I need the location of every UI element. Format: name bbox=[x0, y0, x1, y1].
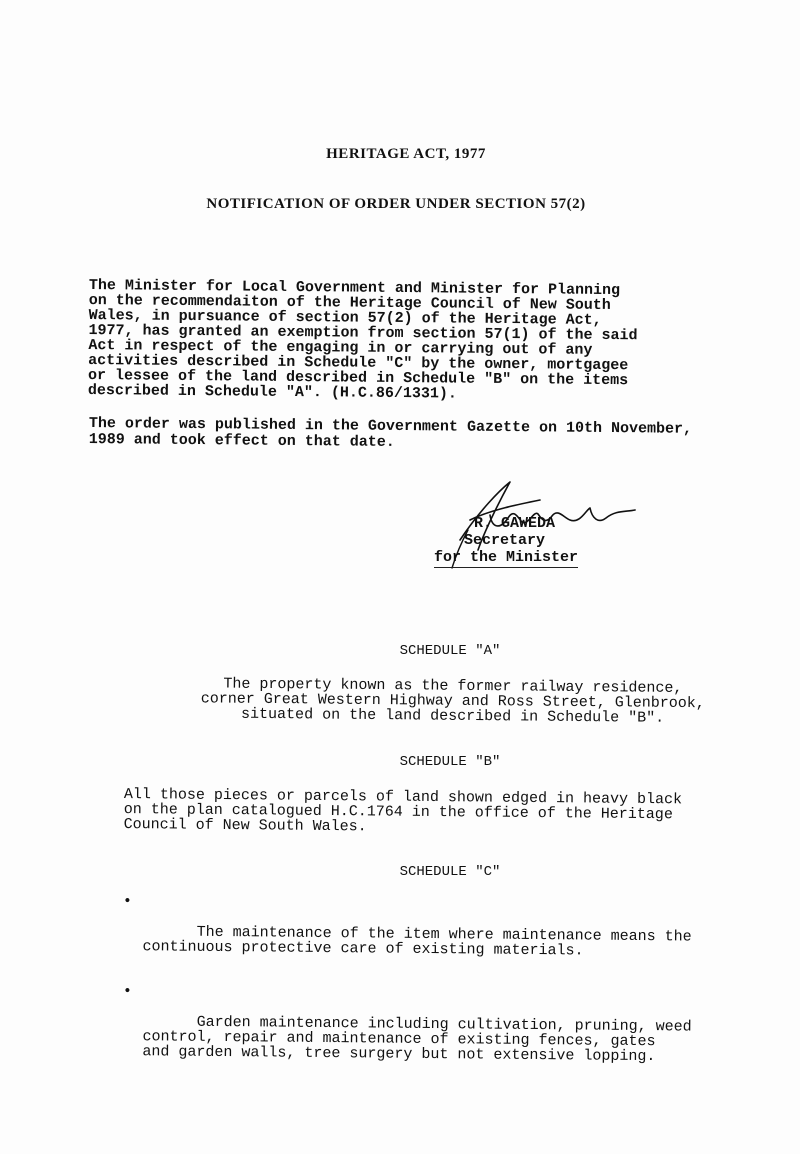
list-item-text: The maintenance of the item where maintenance means the continuous protective care of existing materials. bbox=[142, 923, 692, 960]
schedule-a-heading: SCHEDULE "A" bbox=[399, 643, 501, 659]
document-subheading: NOTIFICATION OF ORDER UNDER SECTION 57(2) bbox=[206, 196, 586, 212]
signatory-role: Secretary bbox=[464, 532, 546, 549]
list-item bbox=[119, 984, 740, 1080]
schedule-c-heading: SCHEDULE "C" bbox=[399, 864, 501, 880]
schedule-c-list bbox=[120, 894, 740, 1089]
list-item-text: Garden maintenance including cultivation, pruning, weed control, repair and maintenance of existing fences, gates and garden walls, tree surgery but not extensive lopping. bbox=[142, 1013, 692, 1066]
signatory-for-line: for the Minister bbox=[434, 549, 579, 566]
publication-paragraph: The order was published in the Government Gazette on 10th November, 1989 and took effect on that date. bbox=[88, 415, 693, 451]
schedule-b-heading: SCHEDULE "B" bbox=[399, 754, 501, 770]
schedule-b-text: All those pieces or parcels of land shown edged in heavy black on the plan catalogued H.C.1764 in the office of the Heritage Council of New South Wales. bbox=[123, 786, 683, 836]
bullet-icon: • bbox=[122, 983, 133, 1001]
signatory-name: R. GAWEDA bbox=[474, 515, 556, 532]
signature-block bbox=[430, 470, 650, 570]
document-heading: HERITAGE ACT, 1977 bbox=[326, 146, 486, 162]
list-item bbox=[119, 894, 740, 975]
intro-paragraph: The Minister for Local Government and Minister for Planning on the recommendaiton of the Heritage Council of New South Wales, in pursuance of section 57(2) of the Heritage Act, 1977, has granted an exemption from section 57(1) of the said Act in respect of the engaging in or carrying out of any activities described in Schedule "C" by the owner, mortgagee or lessee of the land described in Schedule "B" on the items described in Schedule "A". (H.C.86/1331). bbox=[87, 277, 638, 403]
bullet-icon: • bbox=[122, 893, 133, 911]
schedule-a-text: The property known as the former railway residence, corner Great Western Highway and Ross Street, Glenbrook, situated on the land described in Schedule "B". bbox=[200, 675, 705, 727]
